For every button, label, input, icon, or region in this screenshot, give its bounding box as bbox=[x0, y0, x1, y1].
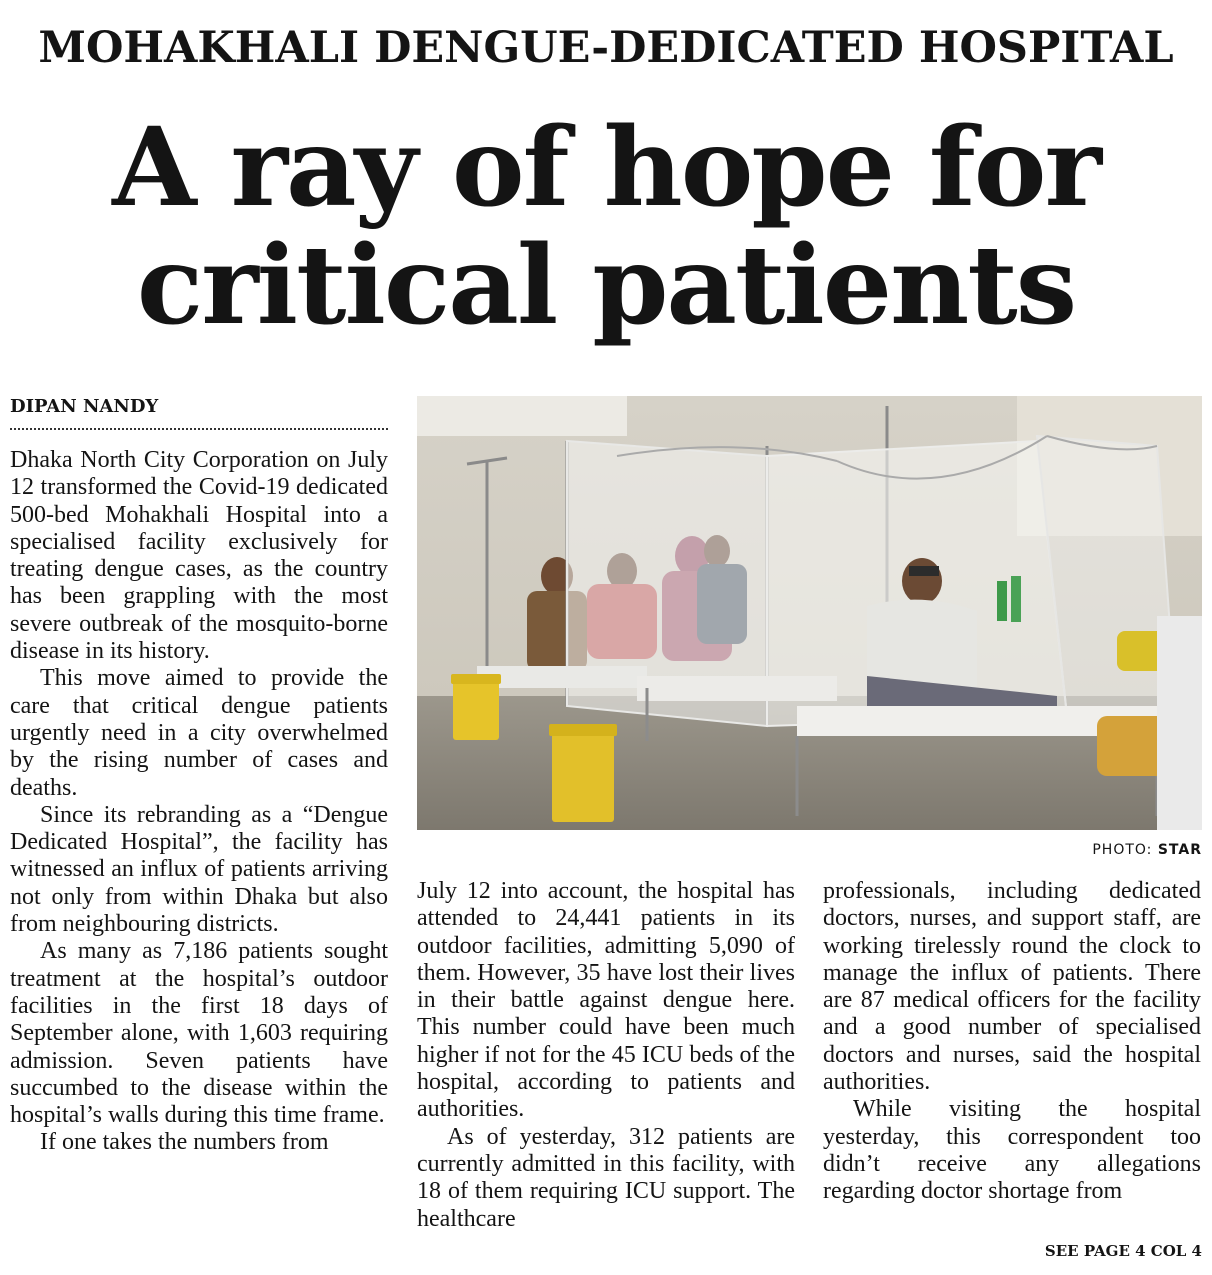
headline bbox=[0, 103, 1212, 349]
hospital-ward-photo bbox=[417, 396, 1202, 830]
continued-on-page: SEE PAGE 4 COL 4 bbox=[1044, 1242, 1202, 1260]
article-paragraph: If one takes the numbers from bbox=[40, 1129, 329, 1156]
article-paragraph: Dhaka North City Corporation on July 12 transformed the Covid-19 dedicated 500-bed Mohakhali Hospital into a specialised facility exclusively for treating dengue cases, as the country has been grappling with the most severe outbreak of the mosquito-borne disease in its history. bbox=[10, 447, 388, 665]
headline-line-2: critical patients bbox=[136, 221, 1076, 349]
article-paragraph: July 12 into account, the hospital has attended to 24,441 patients in its outdoor facilities, admitting 5,090 of them. However, 35 have lost their lives in their battle against dengue here. This number could have been much higher if not for the 45 ICU beds of the hospital, according to patients and authorities. bbox=[417, 878, 795, 1123]
photo-credit-source: STAR bbox=[1157, 842, 1202, 858]
article-paragraph: As of yesterday, 312 patients are currently admitted in this facility, with 18 of them requiring ICU support. The healthcare bbox=[417, 1123, 795, 1232]
article-paragraph: This move aimed to provide the care that critical dengue patients urgently need in a city overwhelmed by the rising number of cases and deaths. bbox=[10, 665, 388, 801]
article-column-1 bbox=[10, 447, 388, 1157]
headline-line-1: A ray of hope for bbox=[112, 103, 1100, 231]
photo-credit bbox=[1092, 842, 1202, 858]
byline-divider bbox=[10, 428, 388, 430]
article-paragraph: While visiting the hospital yesterday, this correspondent too didn’t receive any allegations regarding doctor shortage from bbox=[823, 1096, 1201, 1205]
photo-credit-label: PHOTO: bbox=[1092, 842, 1153, 858]
article-column-2 bbox=[417, 878, 795, 1233]
byline: DIPAN NANDY bbox=[10, 396, 159, 417]
section-kicker: MOHAKHALI DENGUE-DEDICATED HOSPITAL bbox=[38, 23, 1174, 73]
article-paragraph: As many as 7,186 patients sought treatment at the hospital’s outdoor facilities in the first 18 days of September alone, with 1,603 requiring admission. Seven patients have succumbed to the disease within the hospital’s walls during this time frame. bbox=[10, 938, 388, 1129]
article-column-3 bbox=[823, 878, 1201, 1206]
article-paragraph: professionals, including dedicated doctors, nurses, and support staff, are working tirelessly round the clock to manage the influx of patients. There are 87 medical officers for the facility and a good number of specialised doctors and nurses, said the hospital authorities. bbox=[823, 878, 1201, 1096]
article-paragraph: Since its rebranding as a “Dengue Dedicated Hospital”, the facility has witnessed an influx of patients arriving not only from within Dhaka but also from neighbouring districts. bbox=[10, 801, 388, 938]
